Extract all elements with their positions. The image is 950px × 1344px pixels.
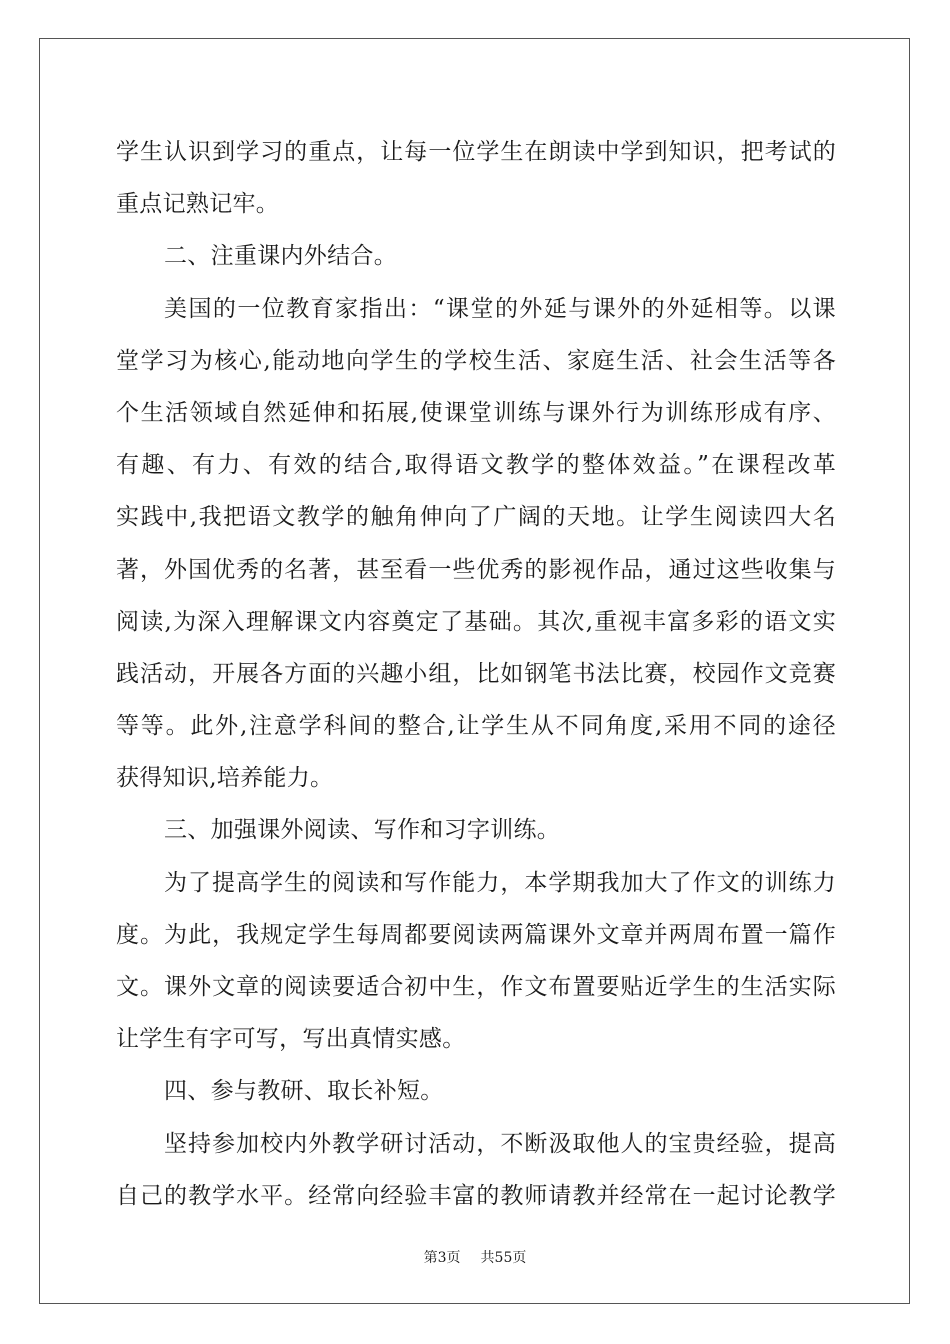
text-line: 阅读,为深入理解课文内容奠定了基础。其次,重视丰富多彩的语文实 — [116, 608, 836, 635]
text-line: 个生活领域自然延伸和拓展,使课堂训练与课外行为训练形成有序、 — [116, 399, 836, 426]
text-line: 度。为此，我规定学生每周都要阅读两篇课外文章并两周布置一篇作 — [116, 921, 836, 948]
text-line: 自己的教学水平。经常向经验丰富的教师请教并经常在一起讨论教学 — [116, 1182, 836, 1209]
text-line: 二、注重课内外结合。 — [164, 243, 397, 270]
text-line: 实践中,我把语文教学的触角伸向了广阔的天地。让学生阅读四大名 — [116, 504, 836, 531]
text-line: 四、参与教研、取长补短。 — [164, 1078, 444, 1105]
page-footer — [0, 1247, 950, 1267]
text-line: 重点记熟记牢。 — [116, 191, 280, 218]
text-line: 等等。此外,注意学科间的整合,让学生从不同角度,采用不同的途径 — [116, 713, 836, 740]
text-line: 践活动，开展各方面的兴趣小组，比如钢笔书法比赛，校园作文竞赛 — [116, 660, 836, 687]
text-line: 让学生有字可写，写出真情实感。 — [116, 1026, 466, 1053]
text-line: 三、加强课外阅读、写作和习字训练。 — [164, 817, 561, 844]
page-total: 共55页 — [480, 1250, 527, 1266]
text-line: 获得知识,培养能力。 — [116, 765, 334, 792]
text-line: 坚持参加校内外教学研讨活动，不断汲取他人的宝贵经验，提高 — [164, 1130, 836, 1157]
text-line: 著，外国优秀的名著，甚至看一些优秀的影视作品，通过这些收集与 — [116, 556, 836, 583]
text-line: 学生认识到学习的重点，让每一位学生在朗读中学到知识，把考试的 — [116, 139, 836, 165]
text-line: 文。课外文章的阅读要适合初中生，作文布置要贴近学生的生活实际 — [116, 974, 836, 1000]
page-number: 第3页 — [423, 1250, 461, 1266]
document-body — [116, 126, 836, 1222]
text-line: 有趣、有力、有效的结合,取得语文教学的整体效益。”在课程改革 — [116, 452, 836, 479]
text-line: 美国的一位教育家指出：“课堂的外延与课外的外延相等。以课 — [164, 295, 836, 322]
text-line: 堂学习为核心,能动地向学生的学校生活、家庭生活、社会生活等各 — [116, 347, 836, 374]
text-line: 为了提高学生的阅读和写作能力，本学期我加大了作文的训练力 — [164, 869, 836, 896]
